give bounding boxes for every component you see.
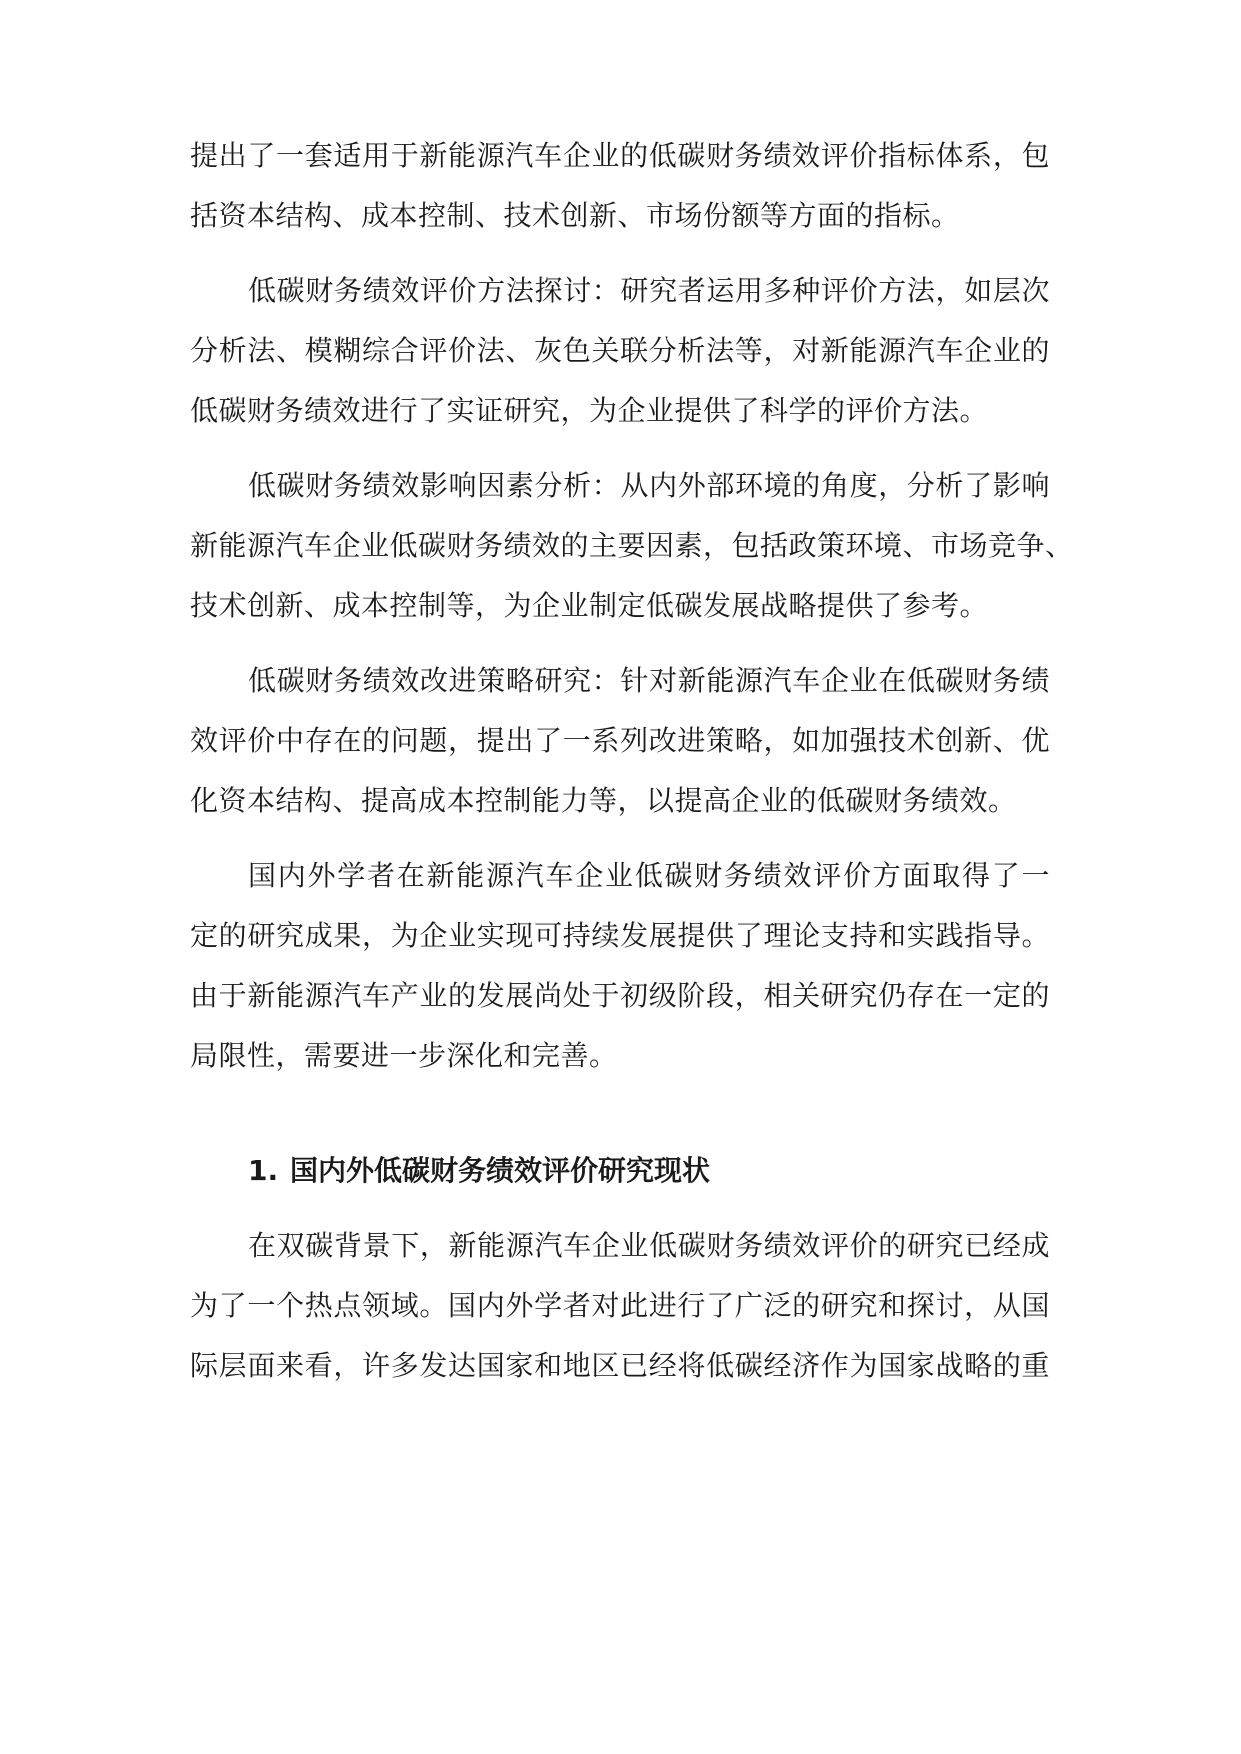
paragraph-line: 为了一个热点领域。国内外学者对此进行了广泛的研究和探讨，从国	[190, 1289, 1050, 1322]
paragraph-line: 由于新能源汽车产业的发展尚处于初级阶段，相关研究仍存在一定的	[190, 979, 1050, 1012]
section-heading	[248, 1149, 710, 1193]
paragraph-line: 技术创新、成本控制等，为企业制定低碳发展战略提供了参考。	[190, 589, 989, 622]
paragraph-line: 括资本结构、成本控制、技术创新、市场份额等方面的指标。	[190, 199, 960, 232]
paragraph-line: 新能源汽车企业低碳财务绩效的主要因素，包括政策环境、市场竞争、	[190, 529, 1074, 562]
section-title: 国内外低碳财务绩效评价研究现状	[290, 1154, 711, 1187]
paragraph-line: 效评价中存在的问题，提出了一系列改进策略，如加强技术创新、优	[190, 724, 1050, 757]
paragraph-line: 提出了一套适用于新能源汽车企业的低碳财务绩效评价指标体系，包	[190, 139, 1050, 172]
paragraph-line: 低碳财务绩效影响因素分析：从内外部环境的角度，分析了影响	[248, 469, 1050, 502]
paragraph-line: 分析法、模糊综合评价法、灰色关联分析法等，对新能源汽车企业的	[190, 334, 1050, 367]
paragraph-line: 局限性，需要进一步深化和完善。	[190, 1039, 618, 1072]
paragraph-line: 低碳财务绩效改进策略研究：针对新能源汽车企业在低碳财务绩	[248, 664, 1050, 697]
paragraph-line: 化资本结构、提高成本控制能力等，以提高企业的低碳财务绩效。	[190, 784, 1017, 817]
paragraph-line: 国内外学者在新能源汽车企业低碳财务绩效评价方面取得了一	[248, 859, 1050, 892]
paragraph-line: 际层面来看，许多发达国家和地区已经将低碳经济作为国家战略的重	[190, 1349, 1050, 1382]
paragraph-line: 低碳财务绩效评价方法探讨：研究者运用多种评价方法，如层次	[248, 274, 1050, 307]
paragraph-line: 定的研究成果，为企业实现可持续发展提供了理论支持和实践指导。	[190, 919, 1050, 952]
paragraph-line: 低碳财务绩效进行了实证研究，为企业提供了科学的评价方法。	[190, 394, 989, 427]
paragraph-line: 在双碳背景下，新能源汽车企业低碳财务绩效评价的研究已经成	[248, 1229, 1050, 1262]
section-number: 1.	[248, 1154, 279, 1187]
